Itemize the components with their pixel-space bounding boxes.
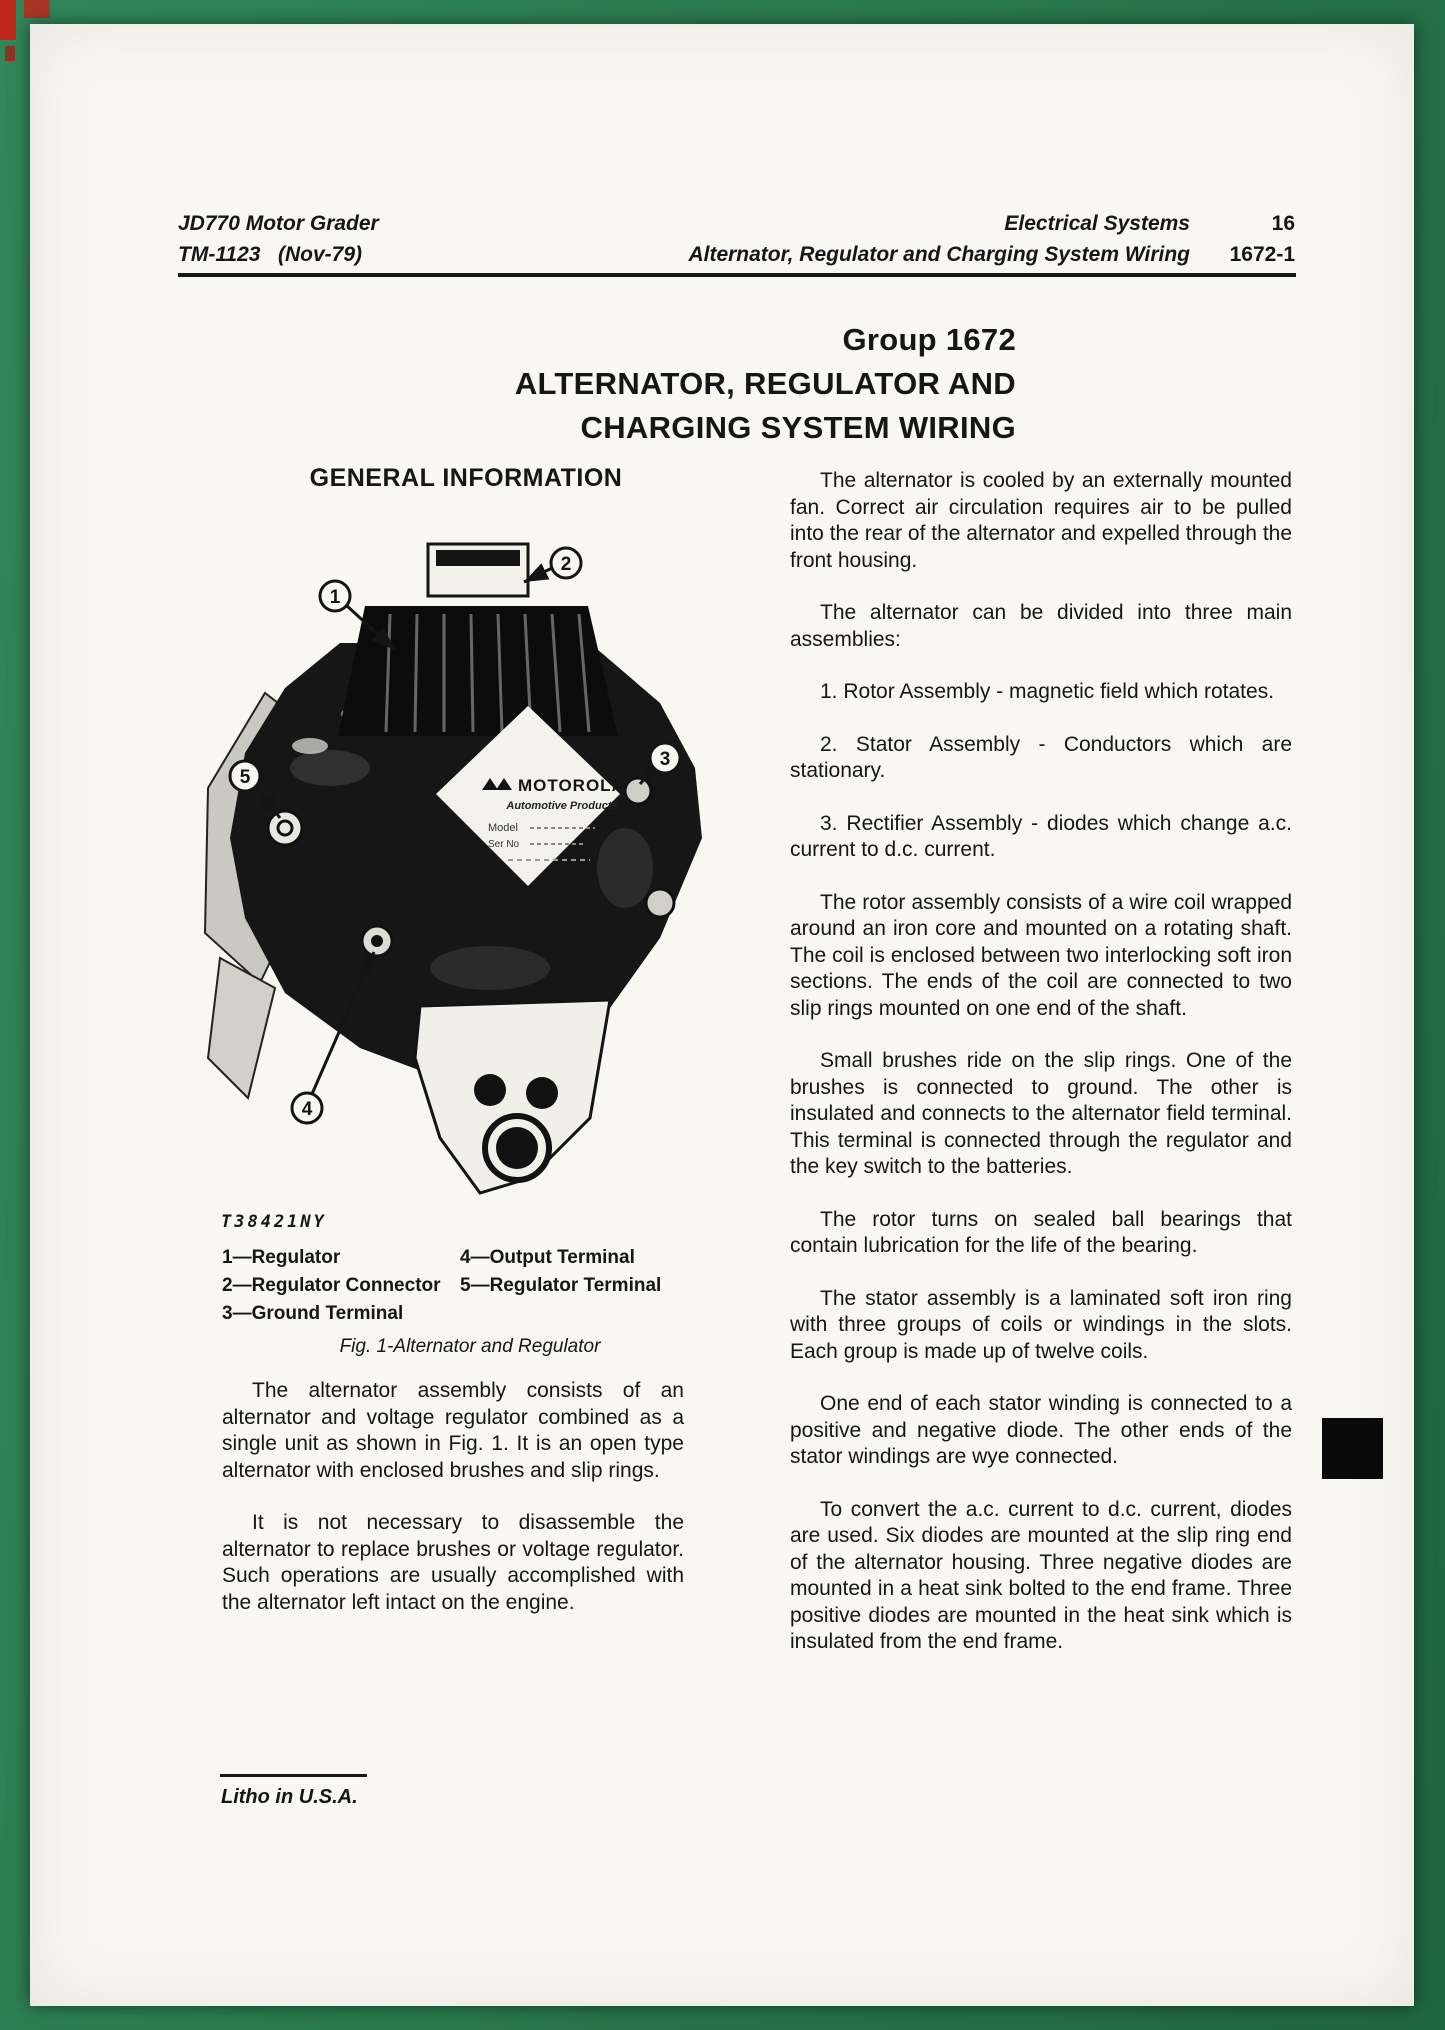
- legend-column-2: [460, 1244, 661, 1300]
- figure-photo-id: T38421NY: [221, 1212, 327, 1232]
- list-item: 1. Rotor Assembly - magnetic field which rotates.: [820, 680, 1275, 703]
- legend-item: 4—Output Terminal: [460, 1247, 635, 1268]
- title-line2: CHARGING SYSTEM WIRING: [580, 410, 1016, 445]
- legend-item: 3—Ground Terminal: [222, 1303, 404, 1324]
- callout-number-5: 5: [239, 767, 251, 788]
- header-manual-line: TM-1123 (Nov-79): [178, 243, 362, 266]
- paragraph: The rotor turns on sealed ball bearings that contain lubrication for the life of the bearing.: [790, 1207, 1292, 1257]
- body-highlight: [292, 738, 328, 754]
- footer-litho: Litho in U.S.A.: [221, 1786, 358, 1808]
- footer-rule: [220, 1774, 367, 1777]
- paragraph: Small brushes ride on the slip rings. One of the brushes is connected to ground. The other is insulated and connects to the alternator field terminal. This terminal is connected through the regulator and the key switch to the batteries.: [790, 1049, 1292, 1178]
- paragraph: One end of each stator winding is connected to a positive and negative diode. The other ends of the stator windings are wye connected.: [790, 1392, 1292, 1468]
- casting-hole: [526, 1077, 558, 1109]
- legend-item: 2—Regulator Connector: [222, 1275, 441, 1296]
- callout-number-2: 2: [560, 554, 572, 575]
- group-title: [420, 318, 1016, 450]
- paragraph: The alternator can be divided into three main assemblies:: [790, 601, 1292, 651]
- shaft-center: [496, 1127, 538, 1169]
- regulator-connector-bar: [436, 550, 520, 566]
- motorola-label-brand: MOTOROLA: [518, 776, 625, 795]
- header-page-numbers: [1205, 208, 1295, 270]
- motorola-label-sub: Automotive Products: [506, 800, 618, 812]
- callout-number-4: 4: [301, 1099, 313, 1120]
- border-red-mark: [0, 0, 16, 40]
- right-column-body: [790, 468, 1292, 1682]
- paragraph: The rotor assembly consists of a wire coil wrapped around an iron core and mounted on a rotating shaft. The coil is enclosed between two interlocking soft iron sections. The ends of the coil are connected to two slip rings mounted on one end of the shaft.: [790, 890, 1292, 1020]
- legend-column-1: [222, 1244, 441, 1328]
- general-information-heading: GENERAL INFORMATION: [309, 464, 623, 492]
- motorola-label-model: Model: [488, 822, 518, 834]
- title-line1: ALTERNATOR, REGULATOR AND: [514, 366, 1016, 401]
- output-terminal-stud: [371, 935, 383, 947]
- header-right: [420, 208, 1190, 270]
- list-item: 2. Stator Assembly - Conductors which are stationary.: [790, 732, 1292, 782]
- figure-legend: [222, 1244, 742, 1336]
- regulator-block-shape: [338, 606, 618, 736]
- callout-number-1: 1: [329, 587, 341, 608]
- legend-item: 5—Regulator Terminal: [460, 1275, 662, 1296]
- regulator-terminal-nut: [268, 811, 302, 845]
- body-texture: [597, 828, 653, 908]
- figure-1-container: [190, 538, 742, 1214]
- body-texture: [290, 750, 370, 786]
- border-red-mark: [24, 0, 50, 18]
- header-rule: [178, 273, 1296, 277]
- left-column-body: [222, 1378, 684, 1642]
- body-texture: [430, 946, 550, 990]
- casting-hole: [474, 1074, 506, 1106]
- housing-screw: [646, 889, 674, 917]
- paragraph: It is not necessary to disassemble the alternator to replace brushes or voltage regulator. Such operations are usually accomplished with the alternator left intact on the engine.: [222, 1511, 684, 1614]
- border-red-mark: [5, 46, 15, 61]
- callout-number-3: 3: [659, 749, 671, 770]
- thumb-index-tab: [1322, 1418, 1383, 1479]
- motorola-label-serial: Ser No: [488, 839, 520, 850]
- page-number: 16: [1271, 212, 1295, 235]
- mounting-bracket-lower-shape: [208, 958, 275, 1098]
- paragraph: The alternator is cooled by an externally mounted fan. Correct air circulation requires air to be pulled into the rear of the alternator and expelled through the front housing.: [790, 469, 1293, 572]
- legend-item: 1—Regulator: [222, 1247, 341, 1268]
- ground-terminal-bolt: [625, 778, 651, 804]
- paragraph: The alternator assembly consists of an alternator and voltage regulator combined as a single unit as shown in Fig. 1. It is an open type alternator with enclosed brushes and slip rings.: [222, 1379, 684, 1482]
- alternator-photo: [190, 538, 742, 1214]
- header-section-line2: Alternator, Regulator and Charging System Wiring: [688, 243, 1190, 266]
- group-page-number: 1672-1: [1229, 243, 1295, 266]
- figure-caption: Fig. 1-Alternator and Regulator: [339, 1336, 601, 1357]
- paragraph: To convert the a.c. current to d.c. current, diodes are used. Six diodes are mounted at the slip ring end of the alternator housing. Three negative diodes are mounted in a heat sink bolted to the end frame. Three positive diodes are mounted in the heat sink which is insulated from the end frame.: [790, 1497, 1292, 1653]
- group-number-line: Group 1672: [842, 322, 1016, 357]
- list-item: 3. Rectifier Assembly - diodes which change a.c. current to d.c. current.: [790, 811, 1292, 861]
- header-section-line1: Electrical Systems: [1004, 212, 1190, 235]
- header-model-line: JD770 Motor Grader: [178, 212, 379, 235]
- paragraph: The stator assembly is a laminated soft iron ring with three groups of coils or windings in the slots. Each group is made up of twelve coils.: [790, 1286, 1292, 1363]
- header-left: [178, 208, 379, 270]
